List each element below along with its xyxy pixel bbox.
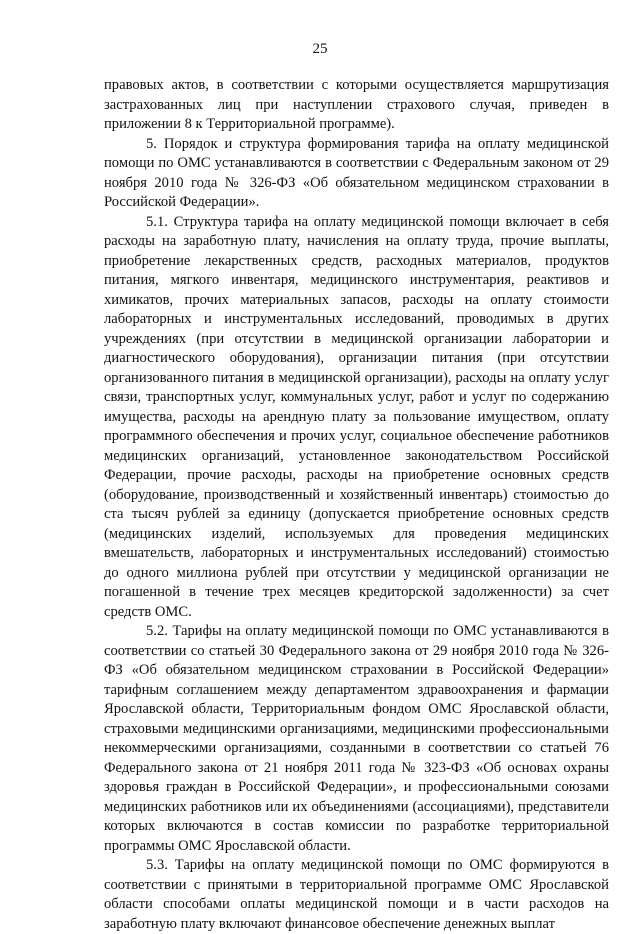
paragraph-section-5: 5. Порядок и структура формирования тарифа на оплату медицинской помощи по ОМС устанавливаются в соответствии с Федеральным законом от 29 ноября 2010 года № 326-ФЗ «Об обязательном медицинском страховании в Российской Федерации».: [104, 135, 609, 210]
paragraph-section-5-1: 5.1. Структура тарифа на оплату медицинской помощи включает в себя расходы на заработную плату, начисления на оплату труда, прочие выплаты, приобретение лекарственных средств, расходных материалов, продуктов питания, мягкого инвентаря, медицинского инструментария, реактивов и химикатов, прочих материальных запасов, расходы на оплату стоимости лабораторных и инструментальных исследований, проводимых в других учреждениях (при отсутствии в медицинской организации лаборатории и диагностического оборудования), организации питания (при отсутствии организованного питания в медицинской организации), расходы на оплату услуг связи, транспортных услуг, коммунальных услуг, работ и услуг по содержанию имущества, расходы на арендную плату за пользование имуществом, оплату программного обеспечения и прочих услуг, социальное обеспечение работников медицинских организаций, установленное законодательством Российской Федерации, прочие расходы, расходы на приобретение основных средств (оборудование, производственный и хозяйственный инвентарь) стоимостью до ста тысяч рублей за единицу (допускается приобретение основных средств (медицинских изделий, используемых для проведения медицинских вмешательств, лабораторных и инструментальных исследований) стоимостью до одного миллиона рублей при отсутствии у медицинской организации не погашенной в течение трех месяцев кредиторской задолженности) за счет средств ОМС.: [104, 213, 609, 620]
paragraph-section-5-2: 5.2. Тарифы на оплату медицинской помощи по ОМС устанавливаются в соответствии со статьей 30 Федерального закона от 29 ноября 2010 года № 326-ФЗ «Об обязательном медицинском страховании в Российской Федерации» тарифным соглашением между департаментом здравоохранения и фармации Ярославской области, Территориальным фондом ОМС Ярославской области, страховыми медицинскими организациями, медицинскими профессиональными некоммерческими организациями, созданными в соответствии со статьей 76 Федерального закона от 21 ноября 2011 года № 323-ФЗ «Об основах охраны здоровья граждан в Российской Федерации», и профессиональными союзами медицинских работников или их объединениями (ассоциациями), представители которых включаются в состав комиссии по разработке территориальной программы ОМС Ярославской области.: [104, 623, 609, 854]
page-number: 25: [312, 41, 328, 57]
document-body: [104, 76, 609, 934]
paragraph-section-5-3: 5.3. Тарифы на оплату медицинской помощи по ОМС формируются в соответствии с принятыми в территориальной программе ОМС Ярославской области способами оплаты медицинской помощи и в части расходов на заработную плату включают финансовое обеспечение денежных выплат: [104, 857, 609, 932]
paragraph-continuation: правовых актов, в соответствии с которыми осуществляется маршрутизация застрахованных лиц при наступлении страхового случая, приведен в приложении 8 к Территориальной программе).: [104, 77, 609, 132]
